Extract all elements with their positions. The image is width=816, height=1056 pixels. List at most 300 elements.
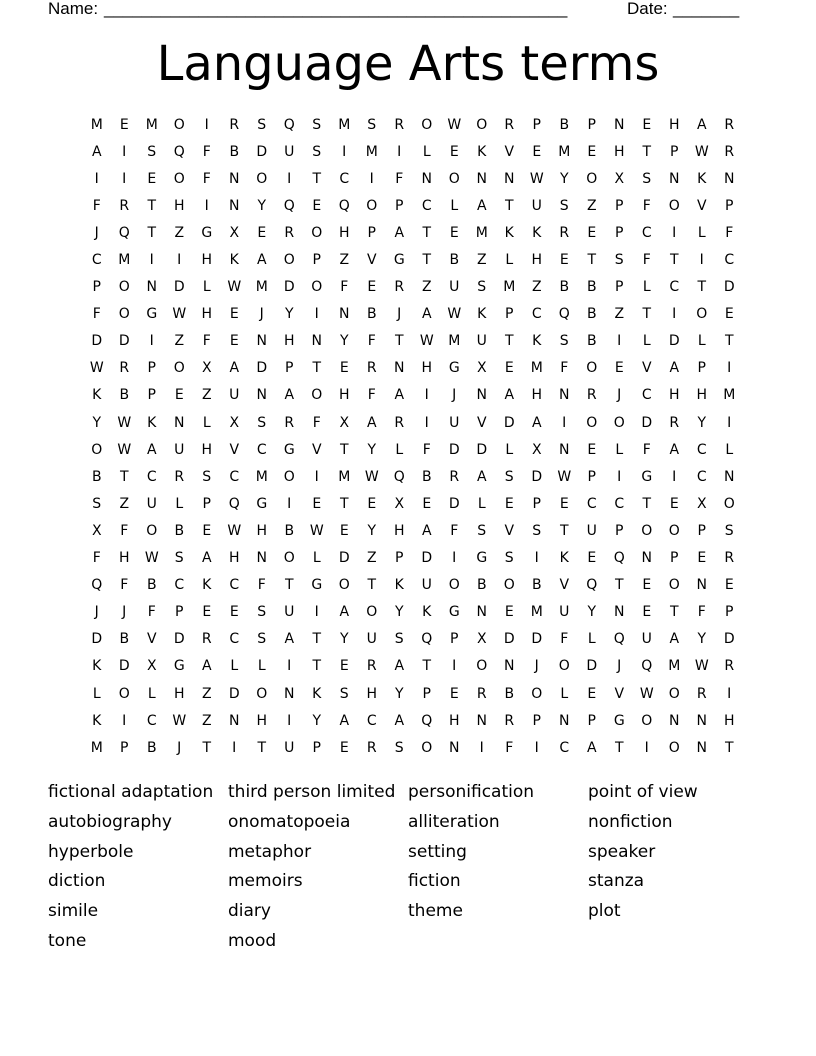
grid-letter[interactable]: R (669, 414, 680, 431)
grid-letter[interactable]: O (338, 577, 350, 594)
grid-letter[interactable]: I (149, 252, 154, 269)
name-blank-line[interactable]: _________________________________________________ (104, 0, 568, 18)
grid-letter[interactable]: U (421, 577, 432, 594)
grid-letter[interactable]: K (92, 712, 102, 729)
grid-letter[interactable]: F (120, 522, 129, 539)
grid-letter[interactable]: E (559, 252, 569, 269)
grid-letter[interactable]: S (394, 739, 404, 756)
grid-letter[interactable]: E (449, 685, 459, 702)
grid-letter[interactable]: T (724, 333, 734, 350)
grid-letter[interactable]: O (311, 224, 323, 241)
grid-letter[interactable]: D (421, 550, 433, 567)
grid-letter[interactable]: O (118, 279, 130, 296)
grid-letter[interactable]: L (257, 658, 266, 675)
grid-letter[interactable]: N (284, 685, 295, 702)
grid-letter[interactable]: N (256, 550, 267, 567)
grid-letter[interactable]: W (557, 468, 572, 485)
grid-letter[interactable]: W (447, 116, 462, 133)
grid-letter[interactable]: C (366, 712, 377, 729)
grid-letter[interactable]: R (119, 197, 130, 214)
grid-letter[interactable]: L (92, 685, 101, 702)
grid-letter[interactable]: H (613, 143, 625, 160)
grid-letter[interactable]: P (422, 685, 431, 702)
grid-letter[interactable]: G (641, 468, 653, 485)
grid-letter[interactable]: P (697, 522, 706, 539)
grid-letter[interactable]: I (479, 739, 484, 756)
grid-letter[interactable]: X (91, 522, 102, 539)
grid-letter[interactable]: S (147, 143, 157, 160)
grid-letter[interactable]: M (558, 143, 571, 160)
grid-letter[interactable]: L (230, 658, 239, 675)
grid-letter[interactable]: U (641, 631, 652, 648)
grid-letter[interactable]: L (312, 550, 321, 567)
grid-letter[interactable]: I (149, 333, 154, 350)
grid-letter[interactable]: X (394, 495, 405, 512)
grid-letter[interactable]: U (559, 604, 570, 621)
grid-letter[interactable]: O (283, 252, 295, 269)
grid-letter[interactable]: P (587, 116, 596, 133)
grid-letter[interactable]: E (587, 143, 597, 160)
grid-letter[interactable]: U (284, 604, 295, 621)
grid-letter[interactable]: C (256, 441, 267, 458)
grid-letter[interactable]: I (342, 143, 347, 160)
grid-letter[interactable]: H (201, 306, 213, 323)
grid-letter[interactable]: B (586, 333, 597, 350)
grid-letter[interactable]: A (586, 739, 597, 756)
grid-letter[interactable]: E (367, 279, 377, 296)
grid-letter[interactable]: O (531, 685, 543, 702)
grid-letter[interactable]: K (477, 143, 487, 160)
grid-letter[interactable]: N (146, 279, 157, 296)
grid-letter[interactable]: P (312, 739, 321, 756)
grid-letter[interactable]: E (449, 224, 459, 241)
grid-letter[interactable]: P (697, 360, 706, 377)
grid-letter[interactable]: E (614, 360, 624, 377)
grid-letter[interactable]: E (367, 495, 377, 512)
grid-letter[interactable]: J (94, 224, 99, 241)
grid-letter[interactable]: S (724, 522, 734, 539)
grid-letter[interactable]: R (504, 712, 515, 729)
grid-letter[interactable]: Q (338, 197, 350, 214)
grid-letter[interactable]: N (174, 414, 185, 431)
grid-letter[interactable]: Q (421, 712, 433, 729)
grid-letter[interactable]: T (147, 224, 157, 241)
grid-letter[interactable]: V (476, 414, 487, 431)
grid-letter[interactable]: Q (173, 143, 185, 160)
grid-letter[interactable]: S (92, 495, 102, 512)
grid-letter[interactable]: H (696, 387, 708, 404)
grid-letter[interactable]: Y (559, 170, 569, 187)
grid-letter[interactable]: O (421, 739, 433, 756)
grid-letter[interactable]: O (256, 685, 268, 702)
grid-letter[interactable]: C (91, 252, 102, 269)
grid-letter[interactable]: L (505, 252, 514, 269)
grid-letter[interactable]: S (257, 631, 267, 648)
grid-letter[interactable]: U (366, 631, 377, 648)
grid-letter[interactable]: H (668, 387, 680, 404)
grid-letter[interactable]: F (560, 631, 569, 648)
grid-letter[interactable]: T (614, 739, 624, 756)
grid-letter[interactable]: N (339, 306, 350, 323)
grid-letter[interactable]: P (92, 279, 101, 296)
grid-letter[interactable]: O (366, 604, 378, 621)
grid-letter[interactable]: Z (476, 252, 487, 269)
grid-letter[interactable]: A (229, 360, 240, 377)
grid-letter[interactable]: E (229, 306, 239, 323)
grid-letter[interactable]: R (366, 360, 377, 377)
grid-letter[interactable]: A (366, 414, 377, 431)
grid-letter[interactable]: D (283, 279, 295, 296)
grid-letter[interactable]: O (613, 414, 625, 431)
grid-letter[interactable]: L (505, 441, 514, 458)
grid-letter[interactable]: A (669, 631, 680, 648)
grid-letter[interactable]: O (503, 577, 515, 594)
grid-letter[interactable]: C (724, 252, 735, 269)
grid-letter[interactable]: Y (587, 604, 597, 621)
grid-letter[interactable]: P (532, 116, 541, 133)
grid-letter[interactable]: F (92, 306, 101, 323)
grid-letter[interactable]: W (694, 658, 709, 675)
grid-letter[interactable]: H (173, 685, 185, 702)
grid-letter[interactable]: D (448, 441, 460, 458)
grid-letter[interactable]: Q (118, 224, 130, 241)
grid-letter[interactable]: I (617, 333, 622, 350)
grid-letter[interactable]: Y (394, 685, 404, 702)
grid-letter[interactable]: S (367, 116, 377, 133)
grid-letter[interactable]: B (504, 685, 515, 702)
grid-letter[interactable]: N (476, 712, 487, 729)
grid-letter[interactable]: E (504, 495, 514, 512)
grid-letter[interactable]: D (503, 414, 515, 431)
grid-letter[interactable]: A (476, 468, 487, 485)
grid-letter[interactable]: C (339, 170, 350, 187)
grid-letter[interactable]: Y (92, 414, 102, 431)
grid-letter[interactable]: C (586, 495, 597, 512)
grid-letter[interactable]: L (175, 495, 184, 512)
grid-letter[interactable]: I (122, 143, 127, 160)
grid-letter[interactable]: E (587, 550, 597, 567)
grid-letter[interactable]: R (229, 116, 240, 133)
grid-letter[interactable]: H (173, 197, 185, 214)
grid-letter[interactable]: P (670, 550, 679, 567)
grid-letter[interactable]: N (559, 712, 570, 729)
grid-letter[interactable]: N (614, 604, 625, 621)
grid-letter[interactable]: L (477, 495, 486, 512)
grid-letter[interactable]: U (146, 495, 157, 512)
grid-letter[interactable]: N (229, 197, 240, 214)
grid-letter[interactable]: T (724, 739, 734, 756)
grid-letter[interactable]: I (287, 658, 292, 675)
grid-letter[interactable]: C (614, 495, 625, 512)
grid-letter[interactable]: D (118, 333, 130, 350)
grid-letter[interactable]: T (312, 631, 322, 648)
grid-letter[interactable]: E (229, 333, 239, 350)
grid-letter[interactable]: E (504, 604, 514, 621)
grid-letter[interactable]: T (339, 495, 349, 512)
grid-letter[interactable]: F (422, 441, 431, 458)
grid-letter[interactable]: C (559, 739, 570, 756)
grid-letter[interactable]: E (174, 387, 184, 404)
grid-letter[interactable]: M (503, 279, 516, 296)
grid-letter[interactable]: F (642, 441, 651, 458)
grid-letter[interactable]: I (177, 252, 182, 269)
grid-letter[interactable]: P (587, 468, 596, 485)
grid-letter[interactable]: M (255, 468, 268, 485)
grid-letter[interactable]: G (283, 441, 295, 458)
grid-letter[interactable]: X (229, 224, 240, 241)
grid-letter[interactable]: U (586, 522, 597, 539)
grid-letter[interactable]: Q (421, 631, 433, 648)
grid-letter[interactable]: Q (641, 658, 653, 675)
grid-letter[interactable]: O (641, 522, 653, 539)
grid-letter[interactable]: E (202, 604, 212, 621)
grid-letter[interactable]: N (696, 577, 707, 594)
grid-letter[interactable]: P (147, 360, 156, 377)
grid-letter[interactable]: D (723, 279, 735, 296)
grid-letter[interactable]: X (201, 360, 212, 377)
grid-letter[interactable]: I (452, 550, 457, 567)
grid-letter[interactable]: S (532, 522, 542, 539)
grid-letter[interactable]: E (257, 224, 267, 241)
grid-letter[interactable]: N (669, 170, 680, 187)
grid-letter[interactable]: U (449, 279, 460, 296)
grid-letter[interactable]: I (232, 739, 237, 756)
grid-letter[interactable]: R (201, 631, 212, 648)
grid-letter[interactable]: O (283, 550, 295, 567)
grid-letter[interactable]: H (421, 360, 433, 377)
grid-letter[interactable]: X (696, 495, 707, 512)
grid-letter[interactable]: B (586, 279, 597, 296)
grid-letter[interactable]: Z (119, 495, 130, 512)
grid-letter[interactable]: R (504, 116, 515, 133)
grid-letter[interactable]: S (394, 631, 404, 648)
grid-letter[interactable]: A (421, 306, 432, 323)
grid-letter[interactable]: D (531, 631, 543, 648)
grid-letter[interactable]: E (697, 550, 707, 567)
grid-letter[interactable]: O (668, 197, 680, 214)
grid-letter[interactable]: I (314, 468, 319, 485)
grid-letter[interactable]: A (669, 360, 680, 377)
grid-letter[interactable]: W (364, 468, 379, 485)
grid-letter[interactable]: R (476, 685, 487, 702)
grid-letter[interactable]: I (644, 739, 649, 756)
grid-letter[interactable]: U (476, 333, 487, 350)
grid-letter[interactable]: R (394, 116, 405, 133)
grid-letter[interactable]: R (366, 739, 377, 756)
grid-letter[interactable]: X (531, 441, 542, 458)
grid-letter[interactable]: A (394, 224, 405, 241)
grid-letter[interactable]: N (641, 550, 652, 567)
grid-letter[interactable]: C (229, 577, 240, 594)
grid-letter[interactable]: H (283, 333, 295, 350)
grid-letter[interactable]: I (452, 658, 457, 675)
grid-letter[interactable]: T (147, 197, 157, 214)
grid-letter[interactable]: F (367, 387, 376, 404)
grid-letter[interactable]: H (338, 224, 350, 241)
grid-letter[interactable]: Q (613, 550, 625, 567)
grid-letter[interactable]: I (424, 414, 429, 431)
grid-letter[interactable]: W (227, 279, 242, 296)
grid-letter[interactable]: N (311, 333, 322, 350)
grid-letter[interactable]: S (257, 116, 267, 133)
grid-letter[interactable]: I (314, 306, 319, 323)
grid-letter[interactable]: A (531, 414, 542, 431)
grid-letter[interactable]: W (447, 306, 462, 323)
grid-letter[interactable]: X (476, 631, 487, 648)
grid-letter[interactable]: O (173, 170, 185, 187)
grid-letter[interactable]: N (476, 170, 487, 187)
grid-letter[interactable]: I (204, 197, 209, 214)
grid-letter[interactable]: K (532, 333, 542, 350)
grid-letter[interactable]: A (284, 631, 295, 648)
grid-letter[interactable]: P (670, 143, 679, 160)
grid-letter[interactable]: H (366, 685, 378, 702)
grid-letter[interactable]: N (614, 116, 625, 133)
grid-letter[interactable]: V (559, 577, 570, 594)
grid-letter[interactable]: L (725, 441, 734, 458)
grid-letter[interactable]: E (119, 116, 129, 133)
grid-letter[interactable]: Y (339, 631, 349, 648)
grid-letter[interactable]: O (476, 658, 488, 675)
grid-letter[interactable]: O (641, 712, 653, 729)
grid-letter[interactable]: R (394, 279, 405, 296)
grid-letter[interactable]: I (727, 685, 732, 702)
grid-letter[interactable]: G (448, 360, 460, 377)
grid-letter[interactable]: I (534, 550, 539, 567)
grid-letter[interactable]: W (694, 143, 709, 160)
grid-letter[interactable]: P (532, 712, 541, 729)
grid-letter[interactable]: O (586, 414, 598, 431)
grid-letter[interactable]: O (668, 577, 680, 594)
grid-letter[interactable]: B (284, 522, 295, 539)
grid-letter[interactable]: P (505, 306, 514, 323)
grid-letter[interactable]: N (724, 468, 735, 485)
grid-letter[interactable]: K (422, 604, 432, 621)
grid-letter[interactable]: H (338, 387, 350, 404)
grid-letter[interactable]: C (669, 279, 680, 296)
grid-letter[interactable]: V (504, 143, 515, 160)
grid-letter[interactable]: B (119, 631, 130, 648)
grid-letter[interactable]: N (696, 739, 707, 756)
grid-letter[interactable]: O (668, 685, 680, 702)
grid-letter[interactable]: F (120, 577, 129, 594)
grid-letter[interactable]: C (531, 306, 542, 323)
grid-letter[interactable]: T (284, 577, 294, 594)
grid-letter[interactable]: M (338, 116, 351, 133)
grid-letter[interactable]: A (201, 550, 212, 567)
grid-letter[interactable]: B (91, 468, 102, 485)
grid-letter[interactable]: E (312, 495, 322, 512)
grid-letter[interactable]: K (147, 414, 157, 431)
grid-letter[interactable]: G (393, 252, 405, 269)
grid-letter[interactable]: E (642, 116, 652, 133)
grid-letter[interactable]: X (146, 658, 157, 675)
grid-letter[interactable]: G (256, 495, 268, 512)
grid-letter[interactable]: B (421, 468, 432, 485)
grid-letter[interactable]: G (476, 550, 488, 567)
grid-letter[interactable]: O (173, 360, 185, 377)
grid-letter[interactable]: D (338, 550, 350, 567)
grid-letter[interactable]: W (309, 522, 324, 539)
grid-letter[interactable]: E (449, 143, 459, 160)
grid-letter[interactable]: Y (284, 306, 294, 323)
grid-letter[interactable]: M (530, 604, 543, 621)
grid-letter[interactable]: C (229, 631, 240, 648)
grid-letter[interactable]: S (174, 550, 184, 567)
grid-letter[interactable]: H (531, 387, 543, 404)
grid-letter[interactable]: D (476, 441, 488, 458)
grid-letter[interactable]: D (228, 685, 240, 702)
grid-letter[interactable]: B (146, 739, 157, 756)
grid-letter[interactable]: K (504, 224, 514, 241)
grid-letter[interactable]: O (311, 387, 323, 404)
grid-letter[interactable]: S (477, 279, 487, 296)
grid-letter[interactable]: E (642, 577, 652, 594)
grid-letter[interactable]: C (146, 468, 157, 485)
grid-letter[interactable]: P (587, 712, 596, 729)
grid-letter[interactable]: H (448, 712, 460, 729)
grid-letter[interactable]: H (256, 522, 268, 539)
grid-letter[interactable]: G (613, 712, 625, 729)
grid-letter[interactable]: P (450, 631, 459, 648)
grid-letter[interactable]: L (642, 279, 651, 296)
grid-letter[interactable]: R (586, 387, 597, 404)
grid-letter[interactable]: R (284, 414, 295, 431)
grid-letter[interactable]: G (311, 577, 323, 594)
grid-letter[interactable]: D (256, 143, 268, 160)
grid-letter[interactable]: C (696, 468, 707, 485)
grid-letter[interactable]: T (587, 252, 597, 269)
grid-letter[interactable]: K (532, 224, 542, 241)
grid-letter[interactable]: B (586, 306, 597, 323)
grid-letter[interactable]: E (339, 739, 349, 756)
grid-letter[interactable]: M (448, 333, 461, 350)
grid-letter[interactable]: C (641, 224, 652, 241)
grid-letter[interactable]: N (449, 739, 460, 756)
grid-letter[interactable]: H (393, 522, 405, 539)
grid-letter[interactable]: L (560, 685, 569, 702)
grid-letter[interactable]: S (477, 522, 487, 539)
grid-letter[interactable]: V (641, 360, 652, 377)
grid-letter[interactable]: K (559, 550, 569, 567)
grid-letter[interactable]: N (256, 333, 267, 350)
grid-letter[interactable]: F (257, 577, 266, 594)
grid-letter[interactable]: B (119, 387, 130, 404)
grid-letter[interactable]: K (312, 685, 322, 702)
grid-letter[interactable]: D (173, 631, 185, 648)
grid-letter[interactable]: W (227, 522, 242, 539)
grid-letter[interactable]: W (419, 333, 434, 350)
grid-letter[interactable]: F (642, 252, 651, 269)
grid-letter[interactable]: N (229, 170, 240, 187)
grid-letter[interactable]: F (725, 224, 734, 241)
grid-letter[interactable]: R (119, 360, 130, 377)
grid-letter[interactable]: U (531, 197, 542, 214)
grid-letter[interactable]: Y (394, 604, 404, 621)
grid-letter[interactable]: V (696, 197, 707, 214)
grid-letter[interactable]: Z (339, 252, 350, 269)
grid-letter[interactable]: B (531, 577, 542, 594)
grid-letter[interactable]: I (204, 116, 209, 133)
grid-letter[interactable]: S (642, 170, 652, 187)
grid-letter[interactable]: E (229, 604, 239, 621)
grid-letter[interactable]: Z (531, 279, 542, 296)
grid-letter[interactable]: L (615, 441, 624, 458)
grid-letter[interactable]: R (724, 658, 735, 675)
grid-letter[interactable]: H (118, 550, 130, 567)
grid-letter[interactable]: S (559, 197, 569, 214)
grid-letter[interactable]: F (505, 739, 514, 756)
